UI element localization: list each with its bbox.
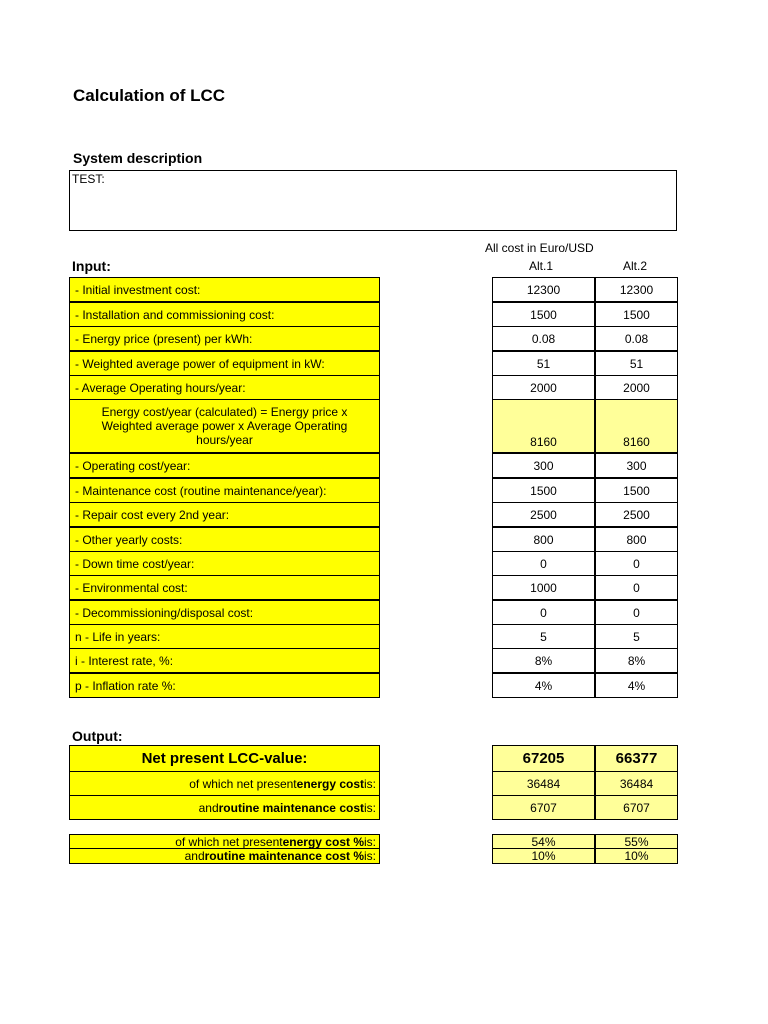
input-row-label: - Weighted average power of equipment in kW: bbox=[69, 351, 380, 376]
input-row-label: - Operating cost/year: bbox=[69, 453, 380, 478]
input-row-alt1-value[interactable]: 300 bbox=[492, 453, 595, 478]
input-row-alt2-value[interactable]: 0 bbox=[595, 575, 678, 600]
energy-cost-pct-label-bold: energy cost % bbox=[282, 834, 364, 849]
input-row-alt2-value[interactable]: 5 bbox=[595, 624, 678, 649]
input-row-alt2-value[interactable]: 300 bbox=[595, 453, 678, 478]
energy-cost-pct-label-pre: of which net present bbox=[175, 834, 283, 849]
input-row-alt1-value[interactable]: 2500 bbox=[492, 502, 595, 527]
energy-cost-label-bold: energy cost bbox=[296, 776, 364, 791]
input-row-label: - Repair cost every 2nd year: bbox=[69, 502, 380, 527]
input-row-alt2-value[interactable]: 51 bbox=[595, 351, 678, 376]
maintenance-cost-pct-label-post: is: bbox=[364, 849, 376, 863]
input-row-alt2-value[interactable]: 1500 bbox=[595, 302, 678, 327]
maintenance-cost-pct-label-bold: routine maintenance cost % bbox=[204, 849, 364, 863]
input-row-label: - Decommissioning/disposal cost: bbox=[69, 600, 380, 625]
input-row-label: Energy cost/year (calculated) = Energy price x Weighted average power x Average Operating hours/year bbox=[69, 399, 380, 453]
input-row-alt2-value[interactable]: 2000 bbox=[595, 375, 678, 400]
energy-cost-pct-alt2[interactable]: 55% bbox=[595, 834, 678, 849]
input-row-alt2-value[interactable]: 0.08 bbox=[595, 326, 678, 351]
input-row-alt1-value[interactable]: 0 bbox=[492, 600, 595, 625]
input-row-alt1-value[interactable]: 5 bbox=[492, 624, 595, 649]
input-row-label: - Environmental cost: bbox=[69, 575, 380, 600]
input-row-alt1-value[interactable]: 8% bbox=[492, 648, 595, 673]
page-title: Calculation of LCC bbox=[73, 86, 226, 105]
input-row-label: - Energy price (present) per kWh: bbox=[69, 326, 380, 351]
currency-note: All cost in Euro/USD bbox=[485, 241, 594, 255]
input-row-alt1-value[interactable]: 0 bbox=[492, 551, 595, 576]
energy-cost-pct-label-post: is: bbox=[364, 834, 376, 849]
input-row-alt1-value[interactable]: 1500 bbox=[492, 302, 595, 327]
input-row-alt1-value[interactable]: 51 bbox=[492, 351, 595, 376]
energy-cost-pct-label bbox=[69, 834, 380, 849]
input-row-label: - Average Operating hours/year: bbox=[69, 375, 380, 400]
input-row-alt2-value[interactable]: 800 bbox=[595, 527, 678, 552]
input-row-alt1-value[interactable]: 4% bbox=[492, 673, 595, 698]
maintenance-cost-alt1[interactable]: 6707 bbox=[492, 795, 595, 820]
maintenance-cost-label-post: is: bbox=[364, 800, 376, 815]
input-row-label: - Down time cost/year: bbox=[69, 551, 380, 576]
maintenance-cost-label-pre: and bbox=[198, 800, 219, 815]
input-row-alt1-value[interactable]: 12300 bbox=[492, 277, 595, 302]
input-row-alt2-value[interactable]: 0 bbox=[595, 551, 678, 576]
input-row-label: - Other yearly costs: bbox=[69, 527, 380, 552]
output-heading: Output: bbox=[72, 728, 123, 744]
input-row-label: - Initial investment cost: bbox=[69, 277, 380, 302]
input-row-alt1-value[interactable]: 800 bbox=[492, 527, 595, 552]
maintenance-cost-label-bold: routine maintenance cost bbox=[218, 800, 364, 815]
input-row-alt2-value[interactable]: 8160 bbox=[595, 399, 678, 453]
input-row-label: p - Inflation rate %: bbox=[69, 673, 380, 698]
input-row-label: i - Interest rate, %: bbox=[69, 648, 380, 673]
npv-alt2[interactable]: 66377 bbox=[595, 745, 678, 772]
input-row-alt1-value[interactable]: 1500 bbox=[492, 478, 595, 503]
energy-cost-alt1[interactable]: 36484 bbox=[492, 771, 595, 796]
input-row-label: - Installation and commissioning cost: bbox=[69, 302, 380, 327]
alt2-header: Alt.2 bbox=[623, 259, 648, 273]
energy-cost-pct-alt1[interactable]: 54% bbox=[492, 834, 595, 849]
maintenance-cost-pct-label bbox=[69, 848, 380, 864]
input-row-alt1-value[interactable]: 2000 bbox=[492, 375, 595, 400]
input-row-alt2-value[interactable]: 0 bbox=[595, 600, 678, 625]
npv-label: Net present LCC-value: bbox=[69, 745, 380, 772]
energy-cost-alt2[interactable]: 36484 bbox=[595, 771, 678, 796]
alt1-header: Alt.1 bbox=[529, 259, 554, 273]
system-description-field[interactable]: TEST: bbox=[69, 170, 677, 231]
input-row-alt2-value[interactable]: 4% bbox=[595, 673, 678, 698]
maintenance-cost-pct-label-pre: and bbox=[184, 849, 205, 863]
energy-cost-label-post: is: bbox=[364, 776, 376, 791]
input-row-alt1-value[interactable]: 0.08 bbox=[492, 326, 595, 351]
input-row-alt1-value[interactable]: 8160 bbox=[492, 399, 595, 453]
maintenance-cost-pct-alt1[interactable]: 10% bbox=[492, 848, 595, 864]
maintenance-cost-alt2[interactable]: 6707 bbox=[595, 795, 678, 820]
input-row-alt1-value[interactable]: 1000 bbox=[492, 575, 595, 600]
input-row-label: n - Life in years: bbox=[69, 624, 380, 649]
maintenance-cost-label bbox=[69, 795, 380, 820]
system-description-heading: System description bbox=[73, 150, 203, 166]
input-row-alt2-value[interactable]: 12300 bbox=[595, 277, 678, 302]
energy-cost-label bbox=[69, 771, 380, 796]
energy-cost-label-pre: of which net present bbox=[189, 776, 297, 791]
npv-alt1[interactable]: 67205 bbox=[492, 745, 595, 772]
input-row-alt2-value[interactable]: 8% bbox=[595, 648, 678, 673]
input-heading: Input: bbox=[72, 258, 111, 274]
input-row-alt2-value[interactable]: 1500 bbox=[595, 478, 678, 503]
input-row-alt2-value[interactable]: 2500 bbox=[595, 502, 678, 527]
input-row-label: - Maintenance cost (routine maintenance/year): bbox=[69, 478, 380, 503]
maintenance-cost-pct-alt2[interactable]: 10% bbox=[595, 848, 678, 864]
